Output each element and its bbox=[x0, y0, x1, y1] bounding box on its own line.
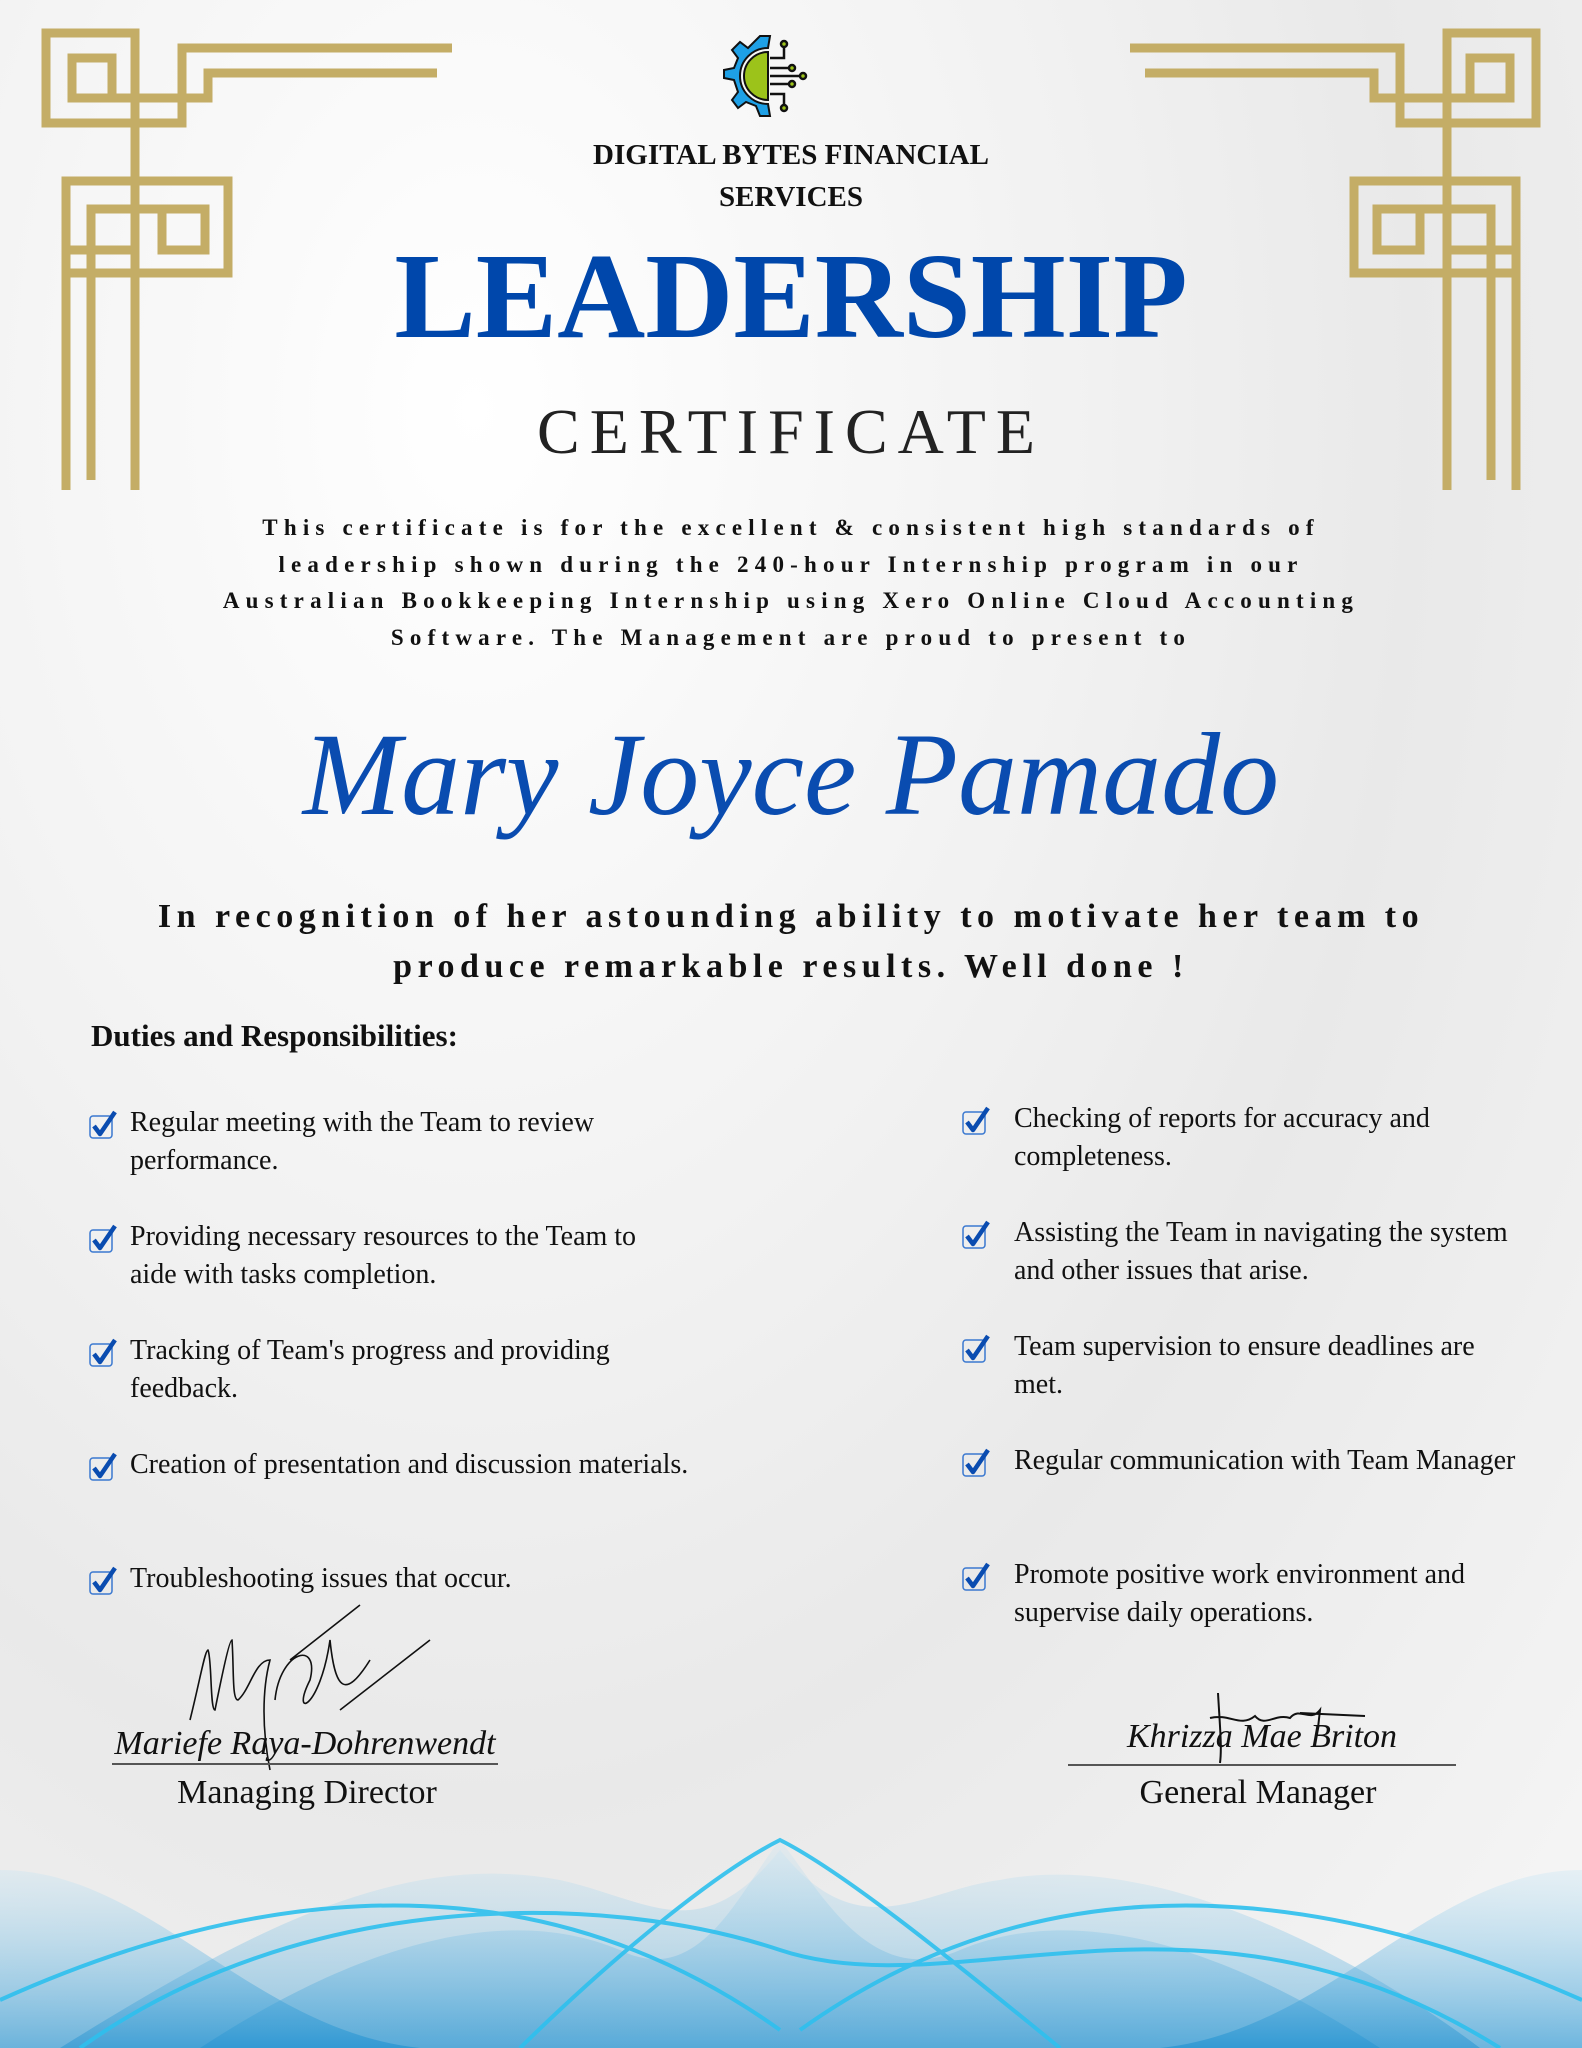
certificate-intro-text: This certificate is for the excellent & consistent high standards of leadership shown during the 240-hour Internship program in our Australian Bookkeeping Internship using Xero Online Cloud Accounting Software. The Management are proud to present to bbox=[222, 515, 1360, 650]
duties-list-right bbox=[962, 1100, 1522, 1670]
duty-text: Team supervision to ensure deadlines are met. bbox=[1014, 1331, 1475, 1400]
checkbox-checked-icon bbox=[89, 1224, 119, 1254]
duty-text: Checking of reports for accuracy and completeness. bbox=[1014, 1103, 1430, 1172]
recipient-name: Mary Joyce Pamado bbox=[302, 709, 1280, 840]
checkbox-checked-icon bbox=[89, 1338, 119, 1368]
duty-item bbox=[962, 1556, 1522, 1670]
duty-item bbox=[962, 1100, 1522, 1214]
signature-line-left bbox=[112, 1763, 498, 1765]
checkbox-checked-icon bbox=[962, 1220, 992, 1250]
duty-item bbox=[89, 1332, 689, 1446]
duty-text: Troubleshooting issues that occur. bbox=[130, 1563, 512, 1594]
decorative-blue-waves bbox=[0, 1830, 1582, 2048]
gear-circuit-logo-icon bbox=[720, 28, 816, 124]
checkbox-checked-icon bbox=[89, 1566, 119, 1596]
duties-list-left bbox=[89, 1104, 689, 1674]
signatory-role-left: Managing Director bbox=[177, 1774, 437, 1811]
duty-item bbox=[962, 1442, 1522, 1556]
company-name bbox=[0, 134, 1582, 218]
duty-item bbox=[962, 1328, 1522, 1442]
duty-item bbox=[89, 1218, 689, 1332]
signatory-role-right: General Manager bbox=[1139, 1774, 1377, 1811]
company-name-line1: DIGITAL BYTES FINANCIAL bbox=[593, 139, 989, 171]
checkbox-checked-icon bbox=[962, 1562, 992, 1592]
checkbox-checked-icon bbox=[962, 1334, 992, 1364]
checkbox-checked-icon bbox=[962, 1106, 992, 1136]
recognition-text: In recognition of her astounding ability to motivate her team to produce remarkable results. Well done ! bbox=[157, 898, 1425, 985]
checkbox-checked-icon bbox=[89, 1110, 119, 1140]
duties-heading: Duties and Responsibilities: bbox=[91, 1018, 458, 1053]
certificate-title: LEADERSHIP bbox=[394, 229, 1188, 364]
duty-text: Assisting the Team in navigating the system and other issues that arise. bbox=[1014, 1217, 1508, 1286]
duty-text: Creation of presentation and discussion materials. bbox=[130, 1449, 689, 1480]
duty-text: Promote positive work environment and supervise daily operations. bbox=[1014, 1559, 1466, 1628]
duty-text: Regular meeting with the Team to review performance. bbox=[130, 1107, 595, 1176]
duty-text: Tracking of Team's progress and providing feedback. bbox=[130, 1335, 610, 1404]
duty-text: Providing necessary resources to the Team to aide with tasks completion. bbox=[130, 1221, 637, 1290]
duty-item bbox=[89, 1446, 689, 1560]
certificate-subtitle: CERTIFICATE bbox=[537, 396, 1045, 467]
company-name-line2: SERVICES bbox=[718, 181, 864, 213]
duty-text: Regular communication with Team Manager bbox=[1014, 1445, 1516, 1476]
duty-item bbox=[89, 1104, 689, 1218]
signature-line-right bbox=[1068, 1764, 1456, 1766]
checkbox-checked-icon bbox=[89, 1452, 119, 1482]
signatory-name-right: Khrizza Mae Briton bbox=[1126, 1718, 1398, 1755]
duty-item bbox=[962, 1214, 1522, 1328]
checkbox-checked-icon bbox=[962, 1448, 992, 1478]
signatory-name-left: Mariefe Raya-Dohrenwendt bbox=[114, 1725, 496, 1762]
